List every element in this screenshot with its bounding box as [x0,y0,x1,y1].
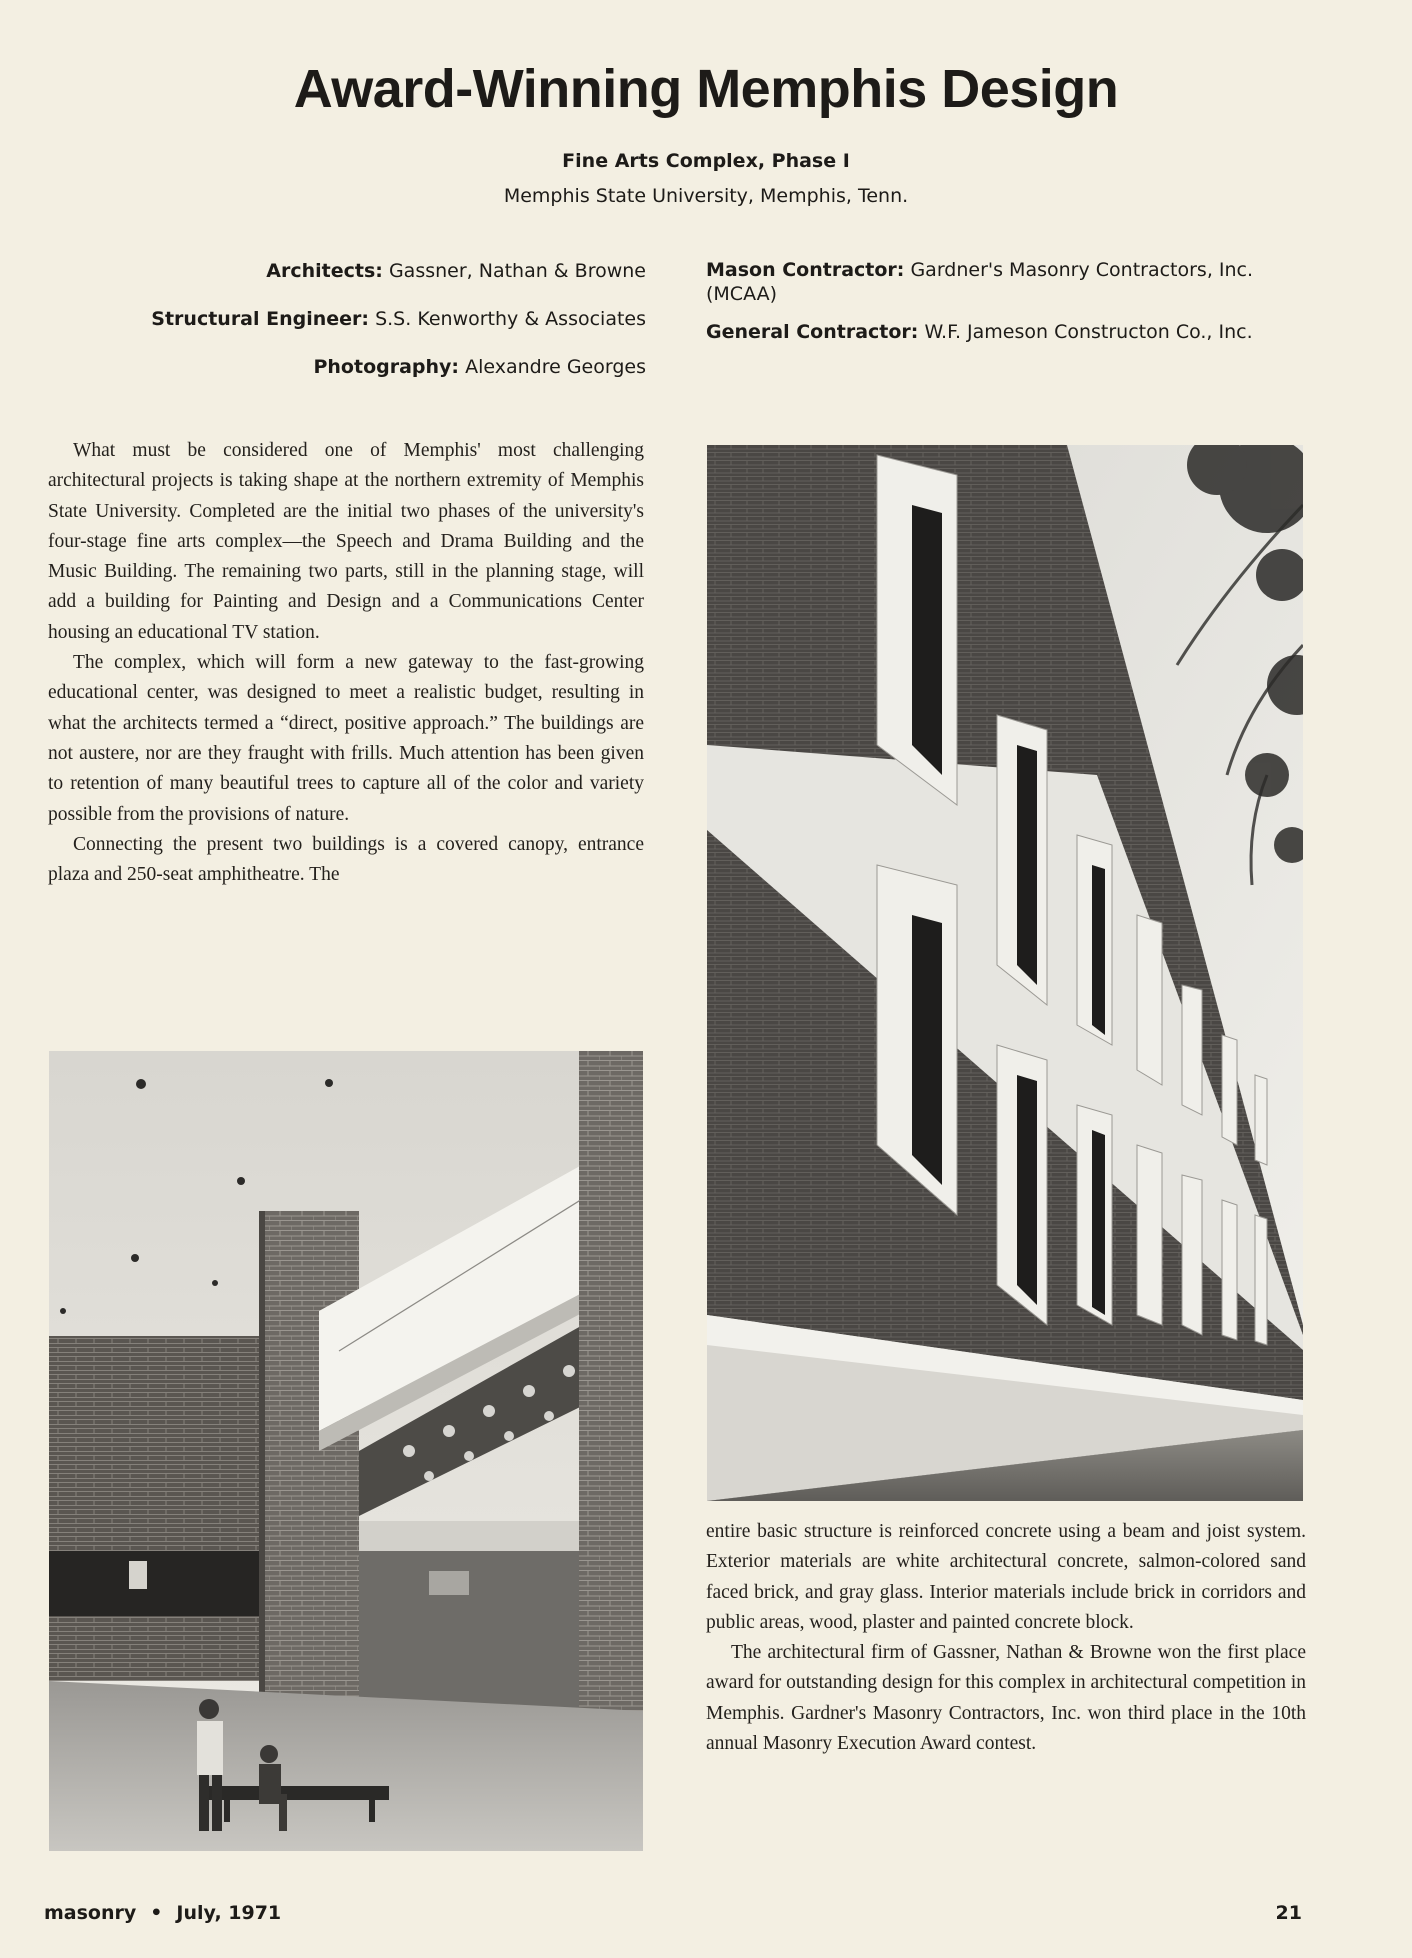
credit-general-contractor [706,320,1306,344]
article-paragraph: What must be considered one of Memphis' most challenging architectural projects is taking shape at the northern extremity of Memphis State University. Completed are the initial two phases of the university's four-stage fine arts complex—the Speech and Drama Building and the Music Building. The remaining two parts, still in the planning stage, will add a building for Painting and Design and a Communications Center housing an educational TV station. [48,440,644,643]
article-paragraph: The complex, which will form a new gateway to the fast-growing educational center, was designed to meet a realistic budget, resulting in what the architects termed a “direct, positive approach.” The buildings are not austere, nor are they fraught with frills. Much attention has been given to retention of many beautiful trees to capture all of the color and variety possible from the provisions of nature. [48,652,644,825]
bullet-separator-icon: • [150,1902,163,1924]
credit-value: Gardner's Masonry Contractors, Inc. (MCAA) [706,259,1254,305]
article-paragraph: The architectural firm of Gassner, Nathan & Browne won the first place award for outstanding design for this complex in architectural competition in Memphis. Gardner's Masonry Contractors, Inc. won third place in the 10th annual Masonry Execution Award contest. [706,1642,1307,1755]
article-paragraph: entire basic structure is reinforced concrete using a beam and joist system. Exterior materials are white architectural concrete, salmon-colored sand faced brick, and gray glass. Interior materials include brick in corridors and public areas, wood, plaster and painted concrete block. [706,1521,1306,1633]
article-paragraph: Connecting the present two buildings is a covered canopy, entrance plaza and 250-seat amphitheatre. The [48,833,644,886]
credit-label: Structural Engineer: [151,308,370,330]
publication-name: masonry [44,1902,137,1924]
page-footer [44,1902,281,1924]
page-number: 21 [1275,1902,1302,1924]
credit-value: S.S. Kenworthy & Associates [375,308,646,330]
building-exterior-photo [707,445,1303,1501]
issue-date: July, 1971 [176,1902,282,1924]
article-column-left [48,436,644,890]
credit-value: Gassner, Nathan & Browne [388,260,646,282]
credit-label: Architects: [266,260,383,282]
lobby-interior-photo [49,1051,643,1851]
project-location: Memphis State University, Memphis, Tenn. [503,185,909,207]
credit-photography [40,354,646,402]
credit-label: Photography: [313,356,460,378]
building-exterior-illustration [707,445,1303,1501]
page-title: Award-Winning Memphis Design [293,59,1119,119]
credits-left [40,258,646,402]
lobby-interior-illustration [49,1051,643,1851]
credit-structural-engineer [40,306,646,354]
credit-label: Mason Contractor: [706,259,905,281]
credit-mason-contractor [706,258,1306,306]
credit-value: W.F. Jameson Constructon Co., Inc. [924,321,1253,343]
credit-label: General Contractor: [706,321,919,343]
credit-value: Alexandre Georges [465,356,646,378]
credits-right [706,258,1306,358]
project-subtitle: Fine Arts Complex, Phase I [562,150,850,172]
article-column-right [706,1517,1306,1759]
credit-architects [40,258,646,306]
